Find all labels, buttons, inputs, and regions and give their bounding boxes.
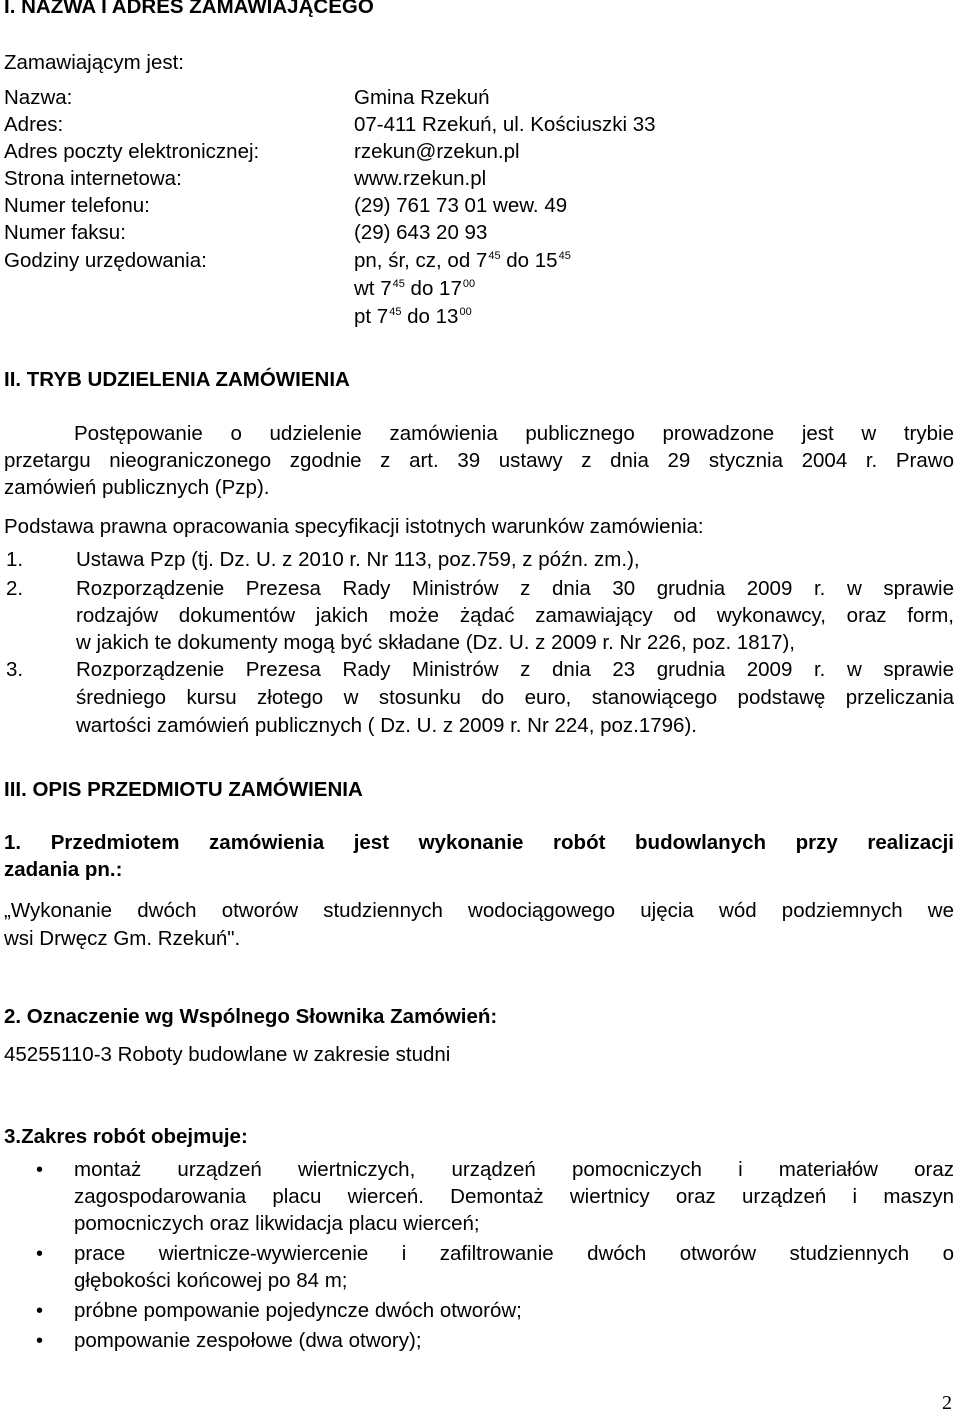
bullet-line: zagospodarowania placu wierceń. Demontaż wiertnicy oraz urządzeń i maszyn: [74, 1185, 954, 1208]
section-3-heading: III. OPIS PRZEDMIOTU ZAMÓWIENIA: [4, 778, 363, 801]
list-item-line: Rozporządzenie Prezesa Rady Ministrów z dnia 23 grudnia 2009 r. w sprawie: [76, 658, 954, 681]
paragraph-line: przetargu nieograniczonego zgodnie z art. 39 ustawy z dnia 29 stycznia 2004 r. Prawo: [4, 449, 954, 472]
row-value: Gmina Rzekuń: [354, 86, 490, 109]
bullet-line: montaż urządzeń wiertniczych, urządzeń pomocniczych i materiałów oraz: [74, 1158, 954, 1181]
row-label: Numer telefonu:: [4, 194, 150, 217]
page-number: 2: [942, 1392, 952, 1414]
hours-line: pn, śr, cz, od $7^{45}$ do $15^{45}$: [354, 249, 571, 272]
subsection-1-heading: zadania pn.:: [4, 858, 123, 881]
list-item-line: rodzajów dokumentów jakich może żądać zamawiający od wykonawcy, oraz form,: [76, 604, 954, 627]
row-value: (29) 761 73 01 wew. 49: [354, 194, 568, 217]
task-name-line: wsi Drwęcz Gm. Rzekuń".: [4, 927, 241, 950]
row-label: Nazwa:: [4, 86, 73, 109]
row-value: 07-411 Rzekuń, ul. Kościuszki 33: [354, 113, 656, 136]
task-name-line: „Wykonanie dwóch otworów studziennych wodociągowego ujęcia wód podziemnych we: [4, 899, 954, 922]
paragraph-line: Postępowanie o udzielenie zamówienia publicznego prowadzone jest w trybie: [74, 422, 954, 445]
row-label: Numer faksu:: [4, 221, 126, 244]
list-item-line: Ustawa Pzp (tj. Dz. U. z 2010 r. Nr 113, poz.759, z późn. zm.),: [76, 548, 640, 571]
bullet-icon: •: [36, 1300, 44, 1322]
list-item-line: średniego kursu złotego w stosunku do euro, stanowiącego podstawę przeliczania: [76, 686, 954, 709]
cpv-code: 45255110-3 Roboty budowlane w zakresie studni: [4, 1043, 451, 1066]
subsection-2-heading: 2. Oznaczenie wg Wspólnego Słownika Zamówień:: [4, 1005, 498, 1028]
bullet-icon: •: [36, 1159, 44, 1181]
bullet-icon: •: [36, 1243, 44, 1265]
website-link[interactable]: www.rzekun.pl: [354, 167, 487, 190]
email-link[interactable]: rzekun@rzekun.pl: [354, 140, 520, 163]
list-item-line: wartości zamówień publicznych ( Dz. U. z 2009 r. Nr 224, poz.1796).: [76, 714, 697, 737]
bullet-line: pompowanie zespołowe (dwa otwory);: [74, 1329, 422, 1352]
list-item-line: w jakich te dokumenty mogą być składane (Dz. U. z 2009 r. Nr 226, poz. 1817),: [76, 631, 795, 654]
hours-line: wt $7^{45}$ do $17^{00}$: [354, 277, 476, 300]
row-label: Strona internetowa:: [4, 167, 182, 190]
subsection-1-heading: 1. Przedmiotem zamówienia jest wykonanie robót budowlanych przy realizacji: [4, 831, 954, 854]
bullet-line: prace wiertnicze-wywiercenie i zafiltrowanie dwóch otworów studziennych o: [74, 1242, 954, 1265]
bullet-line: próbne pompowanie pojedyncze dwóch otworów;: [74, 1299, 522, 1322]
legal-basis-heading: Podstawa prawna opracowania specyfikacji istotnych warunków zamówienia:: [4, 515, 704, 538]
paragraph-line: zamówień publicznych (Pzp).: [4, 476, 270, 499]
intro-text: Zamawiającym jest:: [4, 51, 184, 74]
section-1-heading: I. NAZWA I ADRES ZAMAWIAJĄCEGO: [4, 0, 374, 18]
row-label: Adres:: [4, 113, 64, 136]
bullet-line: pomocniczych oraz likwidacja placu wierceń;: [74, 1212, 480, 1235]
row-label: Adres poczty elektronicznej:: [4, 140, 260, 163]
hours-label: Godziny urzędowania:: [4, 249, 207, 272]
list-number: 3.: [6, 658, 24, 681]
list-number: 2.: [6, 577, 24, 600]
row-value: (29) 643 20 93: [354, 221, 488, 244]
bullet-line: głębokości końcowej po 84 m;: [74, 1269, 348, 1292]
list-number: 1.: [6, 548, 24, 571]
subsection-3-heading: 3.Zakres robót obejmuje:: [4, 1125, 248, 1148]
section-2-heading: II. TRYB UDZIELENIA ZAMÓWIENIA: [4, 368, 350, 391]
list-item-line: Rozporządzenie Prezesa Rady Ministrów z dnia 30 grudnia 2009 r. w sprawie: [76, 577, 954, 600]
hours-line: pt $7^{45}$ do $13^{00}$: [354, 305, 472, 328]
bullet-icon: •: [36, 1330, 44, 1352]
